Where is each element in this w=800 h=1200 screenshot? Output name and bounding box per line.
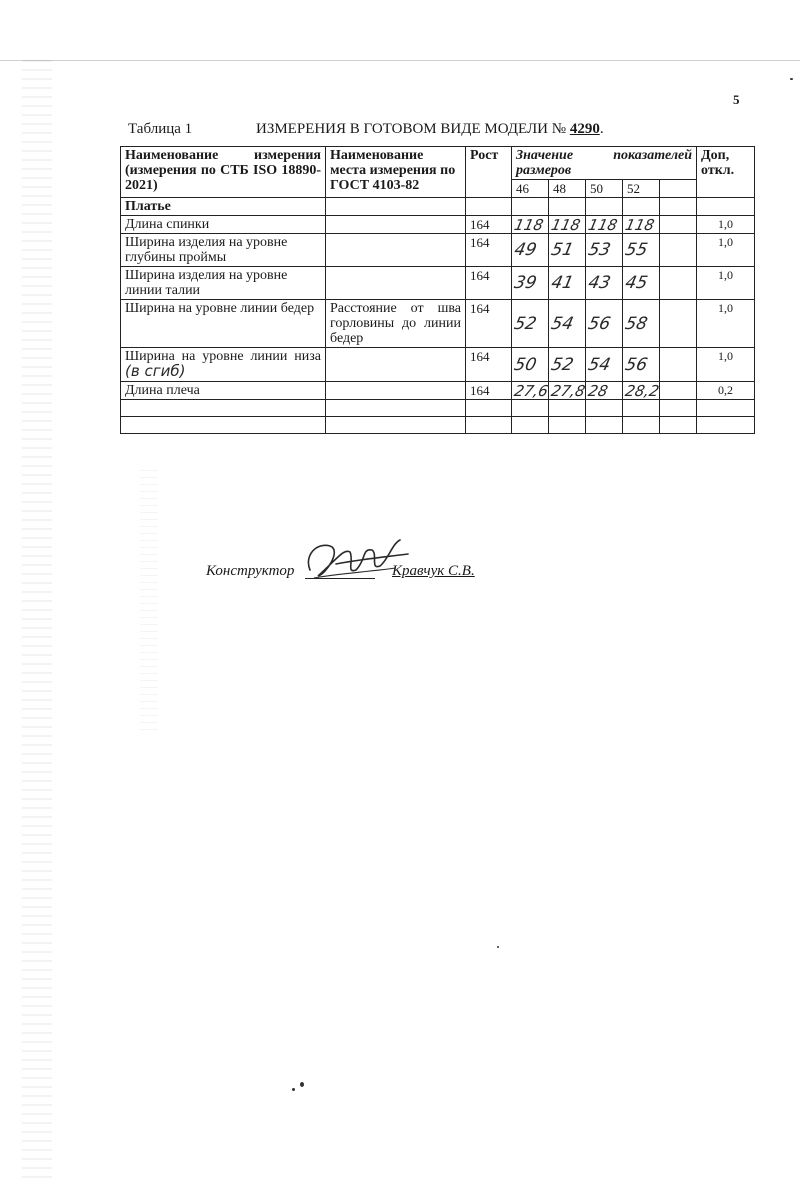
designer-label: Конструктор (206, 563, 295, 579)
handwritten-value: 39 (508, 267, 552, 300)
measurement-name: Ширина на уровне линии бедер (121, 300, 326, 348)
height-value: 164 (466, 216, 512, 234)
measurement-name: Длина спинки (121, 216, 326, 234)
empty-cell (623, 198, 660, 216)
section-row (121, 198, 755, 216)
size-cell: 46 (512, 180, 549, 198)
empty-cell (326, 198, 466, 216)
measurements-table (120, 146, 755, 434)
handwritten-value (658, 382, 699, 400)
height-value: 164 (466, 234, 512, 267)
designer-name: Кравчук С.В. (392, 563, 475, 579)
empty-cell (549, 198, 586, 216)
handwritten-value (656, 234, 700, 267)
empty-cell (697, 198, 755, 216)
handwritten-value: 50 (508, 348, 552, 382)
handwritten-value: 53 (582, 234, 626, 267)
tolerance-value: 1,0 (697, 348, 755, 382)
handwritten-value: 58 (617, 300, 664, 348)
scan-speck (292, 1088, 295, 1091)
handwritten-value: 45 (619, 267, 663, 300)
handwritten-value: 52 (506, 300, 553, 348)
tolerance-value: 1,0 (697, 216, 755, 234)
handwritten-value: 51 (545, 234, 589, 267)
table-row (121, 382, 755, 400)
table-title-text: ИЗМЕРЕНИЯ В ГОТОВОМ ВИДЕ МОДЕЛИ № (256, 121, 567, 137)
measurement-place: Расстояние от шва горловины до линии бедер (326, 300, 466, 348)
table-row (121, 300, 755, 348)
header-values: Значение показателей размеров (512, 147, 697, 180)
header-row (121, 147, 755, 180)
handwritten-value: 56 (580, 300, 627, 348)
scan-noise-strip (22, 60, 52, 1180)
header-height: Рост (466, 147, 512, 198)
handwritten-value: 52 (545, 348, 589, 382)
empty-cell (586, 198, 623, 216)
handwritten-value: 28,2 (621, 382, 662, 400)
table-row (121, 234, 755, 267)
handwritten-value: 118 (584, 216, 625, 234)
header-tolerance: Доп, откл. (697, 147, 755, 198)
handwritten-value: 41 (545, 267, 589, 300)
tolerance-value: 0,2 (697, 382, 755, 400)
title-end: . (599, 121, 604, 137)
measurement-place (326, 382, 466, 400)
table-label: Таблица 1 (128, 121, 193, 137)
tolerance-value: 1,0 (697, 300, 755, 348)
table-row (121, 348, 755, 382)
tolerance-value: 1,0 (697, 267, 755, 300)
size-cell: 50 (586, 180, 623, 198)
page-number: 5 (733, 92, 740, 107)
header-place-name: Наименование места измерения по ГОСТ 4103-82 (326, 147, 466, 198)
measurement-name: Длина плеча (121, 382, 326, 400)
empty-row (121, 417, 755, 434)
measurement-place (326, 267, 466, 300)
handwritten-value: 49 (508, 234, 552, 267)
handwritten-value: 118 (510, 216, 551, 234)
section-title: Платье (121, 198, 326, 216)
empty-row (121, 400, 755, 417)
handwritten-value (656, 267, 700, 300)
height-value: 164 (466, 382, 512, 400)
handwritten-value (656, 348, 700, 382)
handwritten-value: 28 (584, 382, 625, 400)
handwritten-value (658, 216, 699, 234)
measurement-place (326, 234, 466, 267)
measurement-place (326, 348, 466, 382)
scan-speck (300, 1082, 304, 1087)
scan-edge-line (0, 60, 800, 61)
measurement-place (326, 216, 466, 234)
measurement-name: Ширина изделия на уровне линии талии (121, 267, 326, 300)
table-title (256, 121, 604, 138)
size-cell (660, 180, 697, 198)
handwritten-note: (в сгиб) (125, 362, 186, 380)
handwritten-value: 27,6 (510, 382, 551, 400)
empty-cell (512, 198, 549, 216)
height-value: 164 (466, 300, 512, 348)
tolerance-value: 1,0 (697, 234, 755, 267)
empty-cell (660, 198, 697, 216)
model-number: 4290 (569, 121, 600, 137)
handwritten-value: 54 (582, 348, 626, 382)
handwritten-value: 118 (621, 216, 662, 234)
scan-speck (497, 946, 499, 948)
table-row (121, 267, 755, 300)
height-value: 164 (466, 348, 512, 382)
table-row (121, 216, 755, 234)
size-cell: 52 (623, 180, 660, 198)
measurement-name-cell (121, 348, 326, 382)
handwritten-value: 54 (543, 300, 590, 348)
empty-cell (466, 198, 512, 216)
size-cell: 48 (549, 180, 586, 198)
height-value: 164 (466, 267, 512, 300)
handwritten-value: 43 (582, 267, 626, 300)
scan-speck (790, 78, 793, 80)
measurement-name: Ширина на уровне линии низа (125, 349, 321, 364)
scan-noise-strip (140, 470, 158, 730)
measurement-name: Ширина изделия на уровне глубины проймы (121, 234, 326, 267)
handwritten-value: 118 (547, 216, 588, 234)
handwritten-value: 56 (619, 348, 663, 382)
handwritten-value: 55 (619, 234, 663, 267)
header-measurement-name: Наименование измерения (измерения по СТБ ISO 18890-2021) (121, 147, 326, 198)
handwritten-value: 27,8 (547, 382, 588, 400)
